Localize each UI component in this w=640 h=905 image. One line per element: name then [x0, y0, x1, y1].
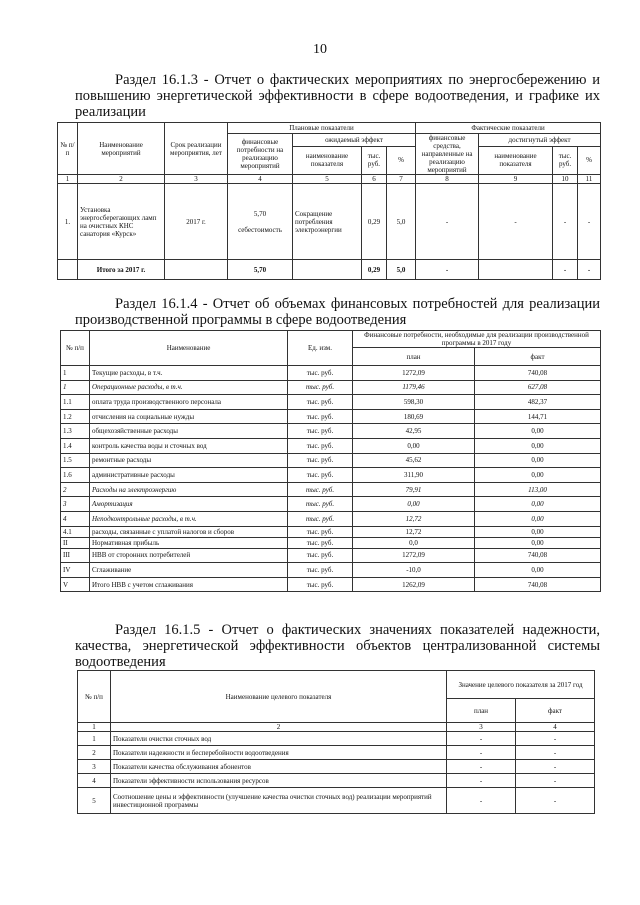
header-percent: % — [578, 146, 601, 174]
cell-num: IV — [61, 563, 90, 578]
cell-term: 2017 г. — [165, 184, 228, 260]
table-row — [61, 511, 601, 526]
column-number: 4 — [516, 723, 595, 732]
cell-plan: - — [447, 760, 516, 774]
section-2-title: Раздел 16.1.4 - Отчет об объемах финансовых потребностей для реализации производственной программы в сфере водоотведения — [75, 296, 600, 328]
header-percent: % — [387, 146, 416, 174]
table-row — [61, 497, 601, 512]
total-fact-pct: - — [578, 260, 601, 280]
cell-num: 1.4 — [61, 438, 90, 453]
cell-unit: тыс. руб. — [288, 526, 353, 537]
energy-saving-table — [57, 122, 601, 280]
table-row — [61, 438, 601, 453]
cell-fact: 0,00 — [475, 497, 601, 512]
cell-num: 4.1 — [61, 526, 90, 537]
cell-fact: 0,00 — [475, 424, 601, 439]
cell-pct: 5,0 — [387, 184, 416, 260]
cell-fact: 740,08 — [475, 548, 601, 563]
cell-plan: 42,95 — [353, 424, 475, 439]
cell-fact: 144,71 — [475, 409, 601, 424]
header-num: № п/п — [58, 123, 78, 175]
cell-num: 5 — [78, 788, 111, 814]
header-fact: факт — [475, 348, 601, 366]
cell-name: Неподконтрольные расходы, в т.ч. — [90, 511, 288, 526]
cell-num: 3 — [78, 760, 111, 774]
cell-num: 1 — [61, 380, 90, 395]
total-row — [58, 260, 601, 280]
cell-unit: тыс. руб. — [288, 453, 353, 468]
table-row — [61, 577, 601, 592]
header-expected-effect: ожидаемый эффект — [293, 134, 416, 147]
cell-num: 2 — [61, 482, 90, 497]
column-number: 6 — [362, 175, 387, 184]
cell-fact: 740,08 — [475, 577, 601, 592]
cell-fact: - — [516, 732, 595, 746]
cell-plan: 1272,09 — [353, 548, 475, 563]
cell-name: Показатели очистки сточных вод — [111, 732, 447, 746]
cell-indicator: Сокращение потребления электроэнергии — [293, 184, 362, 260]
table-row — [61, 548, 601, 563]
cell-name: Расходы на электроэнергию — [90, 482, 288, 497]
column-number: 5 — [293, 175, 362, 184]
cell-plan: 12,72 — [353, 511, 475, 526]
cell-fact: 482,37 — [475, 395, 601, 410]
cell-name: Амортизация — [90, 497, 288, 512]
cell-plan: 1179,46 — [353, 380, 475, 395]
total-pct: 5,0 — [387, 260, 416, 280]
table-row — [61, 526, 601, 537]
cell-fact: - — [516, 760, 595, 774]
table-row — [78, 746, 595, 760]
column-number: 10 — [553, 175, 578, 184]
cell-fact: 0,00 — [475, 453, 601, 468]
cell-unit: тыс. руб. — [288, 438, 353, 453]
cell-name: Операционные расходы, в т.ч. — [90, 380, 288, 395]
table-row — [61, 453, 601, 468]
cell-name: ремонтные расходы — [90, 453, 288, 468]
cell-plan: 0,0 — [353, 537, 475, 548]
cell-fact: 0,00 — [475, 563, 601, 578]
header-thous-rub: тыс. руб. — [553, 146, 578, 174]
header-plan: план — [353, 348, 475, 366]
table-row — [78, 774, 595, 788]
cell-name: НВВ от сторонних потребителей — [90, 548, 288, 563]
header-name: Наименование целевого показателя — [111, 671, 447, 723]
cell-unit: тыс. руб. — [288, 395, 353, 410]
table-row — [61, 468, 601, 483]
cell-plan-fin — [228, 184, 293, 260]
financial-needs-table — [60, 330, 601, 592]
column-number: 2 — [111, 723, 447, 732]
cell-num: 1 — [61, 366, 90, 381]
cell-num: 3 — [61, 497, 90, 512]
cell-unit: тыс. руб. — [288, 482, 353, 497]
cell-plan: 311,90 — [353, 468, 475, 483]
column-number: 2 — [78, 175, 165, 184]
column-number: 1 — [58, 175, 78, 184]
cell-name: оплата труда производственного персонала — [90, 395, 288, 410]
cell-plan: 0,00 — [353, 497, 475, 512]
header-fact-group: Фактические показатели — [416, 123, 601, 134]
cell-num: 2 — [78, 746, 111, 760]
cell-unit: тыс. руб. — [288, 563, 353, 578]
plan-fin-note: себестоимость — [238, 225, 282, 234]
cell-unit: тыс. руб. — [288, 577, 353, 592]
header-name: Наименование — [90, 331, 288, 366]
cell-plan: - — [447, 774, 516, 788]
table-row — [78, 732, 595, 746]
table-row — [61, 563, 601, 578]
cell-unit: тыс. руб. — [288, 424, 353, 439]
table-row — [61, 380, 601, 395]
page-number: 10 — [313, 42, 327, 57]
column-number: 3 — [447, 723, 516, 732]
cell-name: общехозяйственные расходы — [90, 424, 288, 439]
cell-num: 1.1 — [61, 395, 90, 410]
cell-plan: 12,72 — [353, 526, 475, 537]
cell-name: Соотношение цены и эффективности (улучшение качества очистки сточных вод) реализации мероприятий инвестиционной программы — [111, 788, 447, 814]
cell-plan: 0,00 — [353, 438, 475, 453]
cell-plan: 1272,09 — [353, 366, 475, 381]
cell-fact: 0,00 — [475, 511, 601, 526]
cell-fact: 740,08 — [475, 366, 601, 381]
total-rub: 0,29 — [362, 260, 387, 280]
cell-name: административные расходы — [90, 468, 288, 483]
column-number: 8 — [416, 175, 479, 184]
cell-fact: - — [516, 788, 595, 814]
cell-unit: тыс. руб. — [288, 511, 353, 526]
cell-fact: 113,00 — [475, 482, 601, 497]
cell-fact-ind: - — [479, 184, 553, 260]
cell-fact: 0,00 — [475, 438, 601, 453]
header-plan-fin: финансовые потребности на реализацию мероприятий — [228, 134, 293, 175]
cell-num: 4 — [78, 774, 111, 788]
header-term: Срок реализации мероприятия, лет — [165, 123, 228, 175]
cell-unit: тыс. руб. — [288, 497, 353, 512]
cell-plan: 598,30 — [353, 395, 475, 410]
cell-fact: - — [516, 746, 595, 760]
plan-fin-value: 5,70 — [253, 209, 267, 218]
header-group: Значение целевого показателя за 2017 год — [447, 671, 595, 699]
column-number: 9 — [479, 175, 553, 184]
cell-plan: 79,91 — [353, 482, 475, 497]
table-row — [58, 184, 601, 260]
cell-fact-rub: - — [553, 184, 578, 260]
cell-plan: - — [447, 732, 516, 746]
cell-fact-pct: - — [578, 184, 601, 260]
column-number: 11 — [578, 175, 601, 184]
cell-fact: 627,08 — [475, 380, 601, 395]
cell-plan: 180,69 — [353, 409, 475, 424]
header-ind-name: наименование показателя — [479, 146, 553, 174]
table-row — [61, 395, 601, 410]
column-number: 4 — [228, 175, 293, 184]
header-unit: Ед. изм. — [288, 331, 353, 366]
cell-unit: тыс. руб. — [288, 548, 353, 563]
cell-name: Показатели качества обслуживания абонентов — [111, 760, 447, 774]
header-name: Наименование мероприятий — [78, 123, 165, 175]
header-plan-group: Плановые показатели — [228, 123, 416, 134]
cell-unit: тыс. руб. — [288, 409, 353, 424]
header-group: Финансовые потребности, необходимые для реализации производственной программы в 2017 году — [353, 331, 601, 348]
table-row — [61, 537, 601, 548]
cell-num: 1 — [78, 732, 111, 746]
cell-rub: 0,29 — [362, 184, 387, 260]
total-fact-fin: - — [416, 260, 479, 280]
section-1-title: Раздел 16.1.3 - Отчет о фактических мероприятиях по энергосбережению и повышению энергетической эффективности в сфере водоотведения, и графике их реализации — [75, 72, 600, 120]
header-num: № п/п — [78, 671, 111, 723]
cell-num: III — [61, 548, 90, 563]
target-indicators-table — [77, 670, 595, 814]
header-achieved-effect: достигнутый эффект — [479, 134, 601, 147]
cell-name: отчисления на социальные нужды — [90, 409, 288, 424]
cell-fact: 0,00 — [475, 537, 601, 548]
cell-fact: - — [516, 774, 595, 788]
cell-num: 1.2 — [61, 409, 90, 424]
header-thous-rub: тыс. руб. — [362, 146, 387, 174]
column-number: 3 — [165, 175, 228, 184]
header-num: № п/п — [61, 331, 90, 366]
column-number: 7 — [387, 175, 416, 184]
section-3-title: Раздел 16.1.5 - Отчет о фактических значениях показателей надежности, качества, энергетической эффективности объектов централизованной системы водоотведения — [75, 622, 600, 670]
total-label: Итого за 2017 г. — [78, 260, 165, 280]
cell-name: Текущие расходы, в т.ч. — [90, 366, 288, 381]
cell-num: 1.5 — [61, 453, 90, 468]
cell-plan: 1262,09 — [353, 577, 475, 592]
table-row — [61, 366, 601, 381]
cell-plan: - — [447, 788, 516, 814]
cell-name: Показатели надежности и бесперебойности водоотведения — [111, 746, 447, 760]
cell-num: 1. — [58, 184, 78, 260]
total-fact-rub: - — [553, 260, 578, 280]
table-row — [61, 482, 601, 497]
cell-fact: 0,00 — [475, 526, 601, 537]
table-row — [61, 424, 601, 439]
cell-name: Итого НВВ с учетом сглаживания — [90, 577, 288, 592]
header-ind-name: наименование показателя — [293, 146, 362, 174]
cell-fact-fin: - — [416, 184, 479, 260]
header-plan: план — [447, 699, 516, 723]
cell-name: Сглаживание — [90, 563, 288, 578]
table-row — [78, 788, 595, 814]
cell-num: 4 — [61, 511, 90, 526]
cell-plan: 45,62 — [353, 453, 475, 468]
table-row — [78, 760, 595, 774]
header-fact-fin: финансовые средства, направленные на реализацию мероприятий — [416, 134, 479, 175]
cell-plan: - — [447, 746, 516, 760]
cell-num: 1.6 — [61, 468, 90, 483]
cell-name: Установка энергосберегающих ламп на очистных КНС санатория «Курск» — [78, 184, 165, 260]
cell-num: 1.3 — [61, 424, 90, 439]
cell-plan: -10,0 — [353, 563, 475, 578]
cell-unit: тыс. руб. — [288, 380, 353, 395]
cell-name: Нормативная прибыль — [90, 537, 288, 548]
column-number: 1 — [78, 723, 111, 732]
cell-unit: тыс. руб. — [288, 537, 353, 548]
cell-name: контроль качества воды и сточных вод — [90, 438, 288, 453]
cell-num: II — [61, 537, 90, 548]
cell-name: расходы, связанные с уплатой налогов и сборов — [90, 526, 288, 537]
header-fact: факт — [516, 699, 595, 723]
total-plan-fin: 5,70 — [228, 260, 293, 280]
cell-unit: тыс. руб. — [288, 366, 353, 381]
cell-unit: тыс. руб. — [288, 468, 353, 483]
cell-num: V — [61, 577, 90, 592]
table-row — [61, 409, 601, 424]
cell-fact: 0,00 — [475, 468, 601, 483]
cell-name: Показатели эффективности использования ресурсов — [111, 774, 447, 788]
